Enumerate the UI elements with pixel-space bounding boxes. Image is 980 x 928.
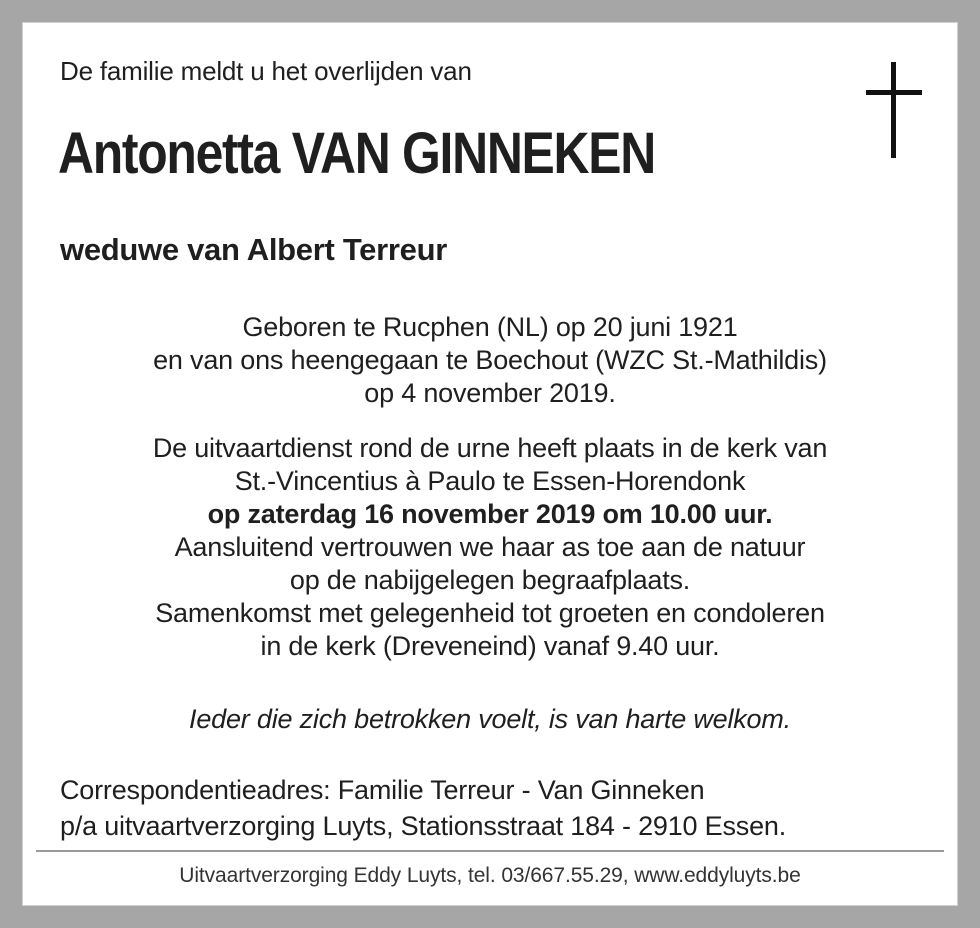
address-line-1: Correspondentieadres: Familie Terreur - Van Ginneken (60, 775, 705, 805)
ceremony-line-2: St.-Vincentius à Paulo te Essen-Horendonk (234, 466, 746, 496)
announcement-intro: De familie meldt u het overlijden van (60, 56, 472, 86)
ceremony-line-5: op de nabijgelegen begraafplaats. (289, 565, 691, 595)
passing-date-line: op 4 november 2019. (364, 378, 616, 408)
birth-line: Geboren te Rucphen (NL) op 20 juni 1921 (242, 312, 738, 342)
ceremony-date: op zaterdag 16 november 2019 om 10.00 uur. (207, 499, 773, 529)
address-line-2: p/a uitvaartverzorging Luyts, Stationsstraat 184 - 2910 Essen. (60, 811, 787, 841)
ceremony-line-7: in de kerk (Dreveneind) vanaf 9.40 uur. (260, 631, 720, 661)
ceremony-line-4: Aansluitend vertrouwen we haar as toe aan de natuur (174, 532, 806, 562)
welcome-note: Ieder die zich betrokken voelt, is van harte welkom. (189, 704, 791, 734)
passing-line: en van ons heengegaan te Boechout (WZC St.-Mathildis) (153, 345, 827, 375)
ceremony-line-1: De uitvaartdienst rond de urne heeft plaats in de kerk van (152, 433, 828, 463)
footer-divider (36, 850, 944, 852)
funeral-home-footer: Uitvaartverzorging Eddy Luyts, tel. 03/667.55.29, www.eddyluyts.be (179, 864, 801, 887)
birth-info (40, 311, 940, 410)
correspondence-address (60, 772, 786, 844)
spouse-line: weduwe van Albert Terreur (60, 232, 447, 267)
cross-icon (866, 62, 922, 158)
ceremony-line-6: Samenkomst met gelegenheid tot groeten en condoleren (155, 598, 825, 628)
ceremony-info (40, 432, 940, 663)
deceased-name: Antonetta VAN GINNEKEN (58, 121, 655, 186)
